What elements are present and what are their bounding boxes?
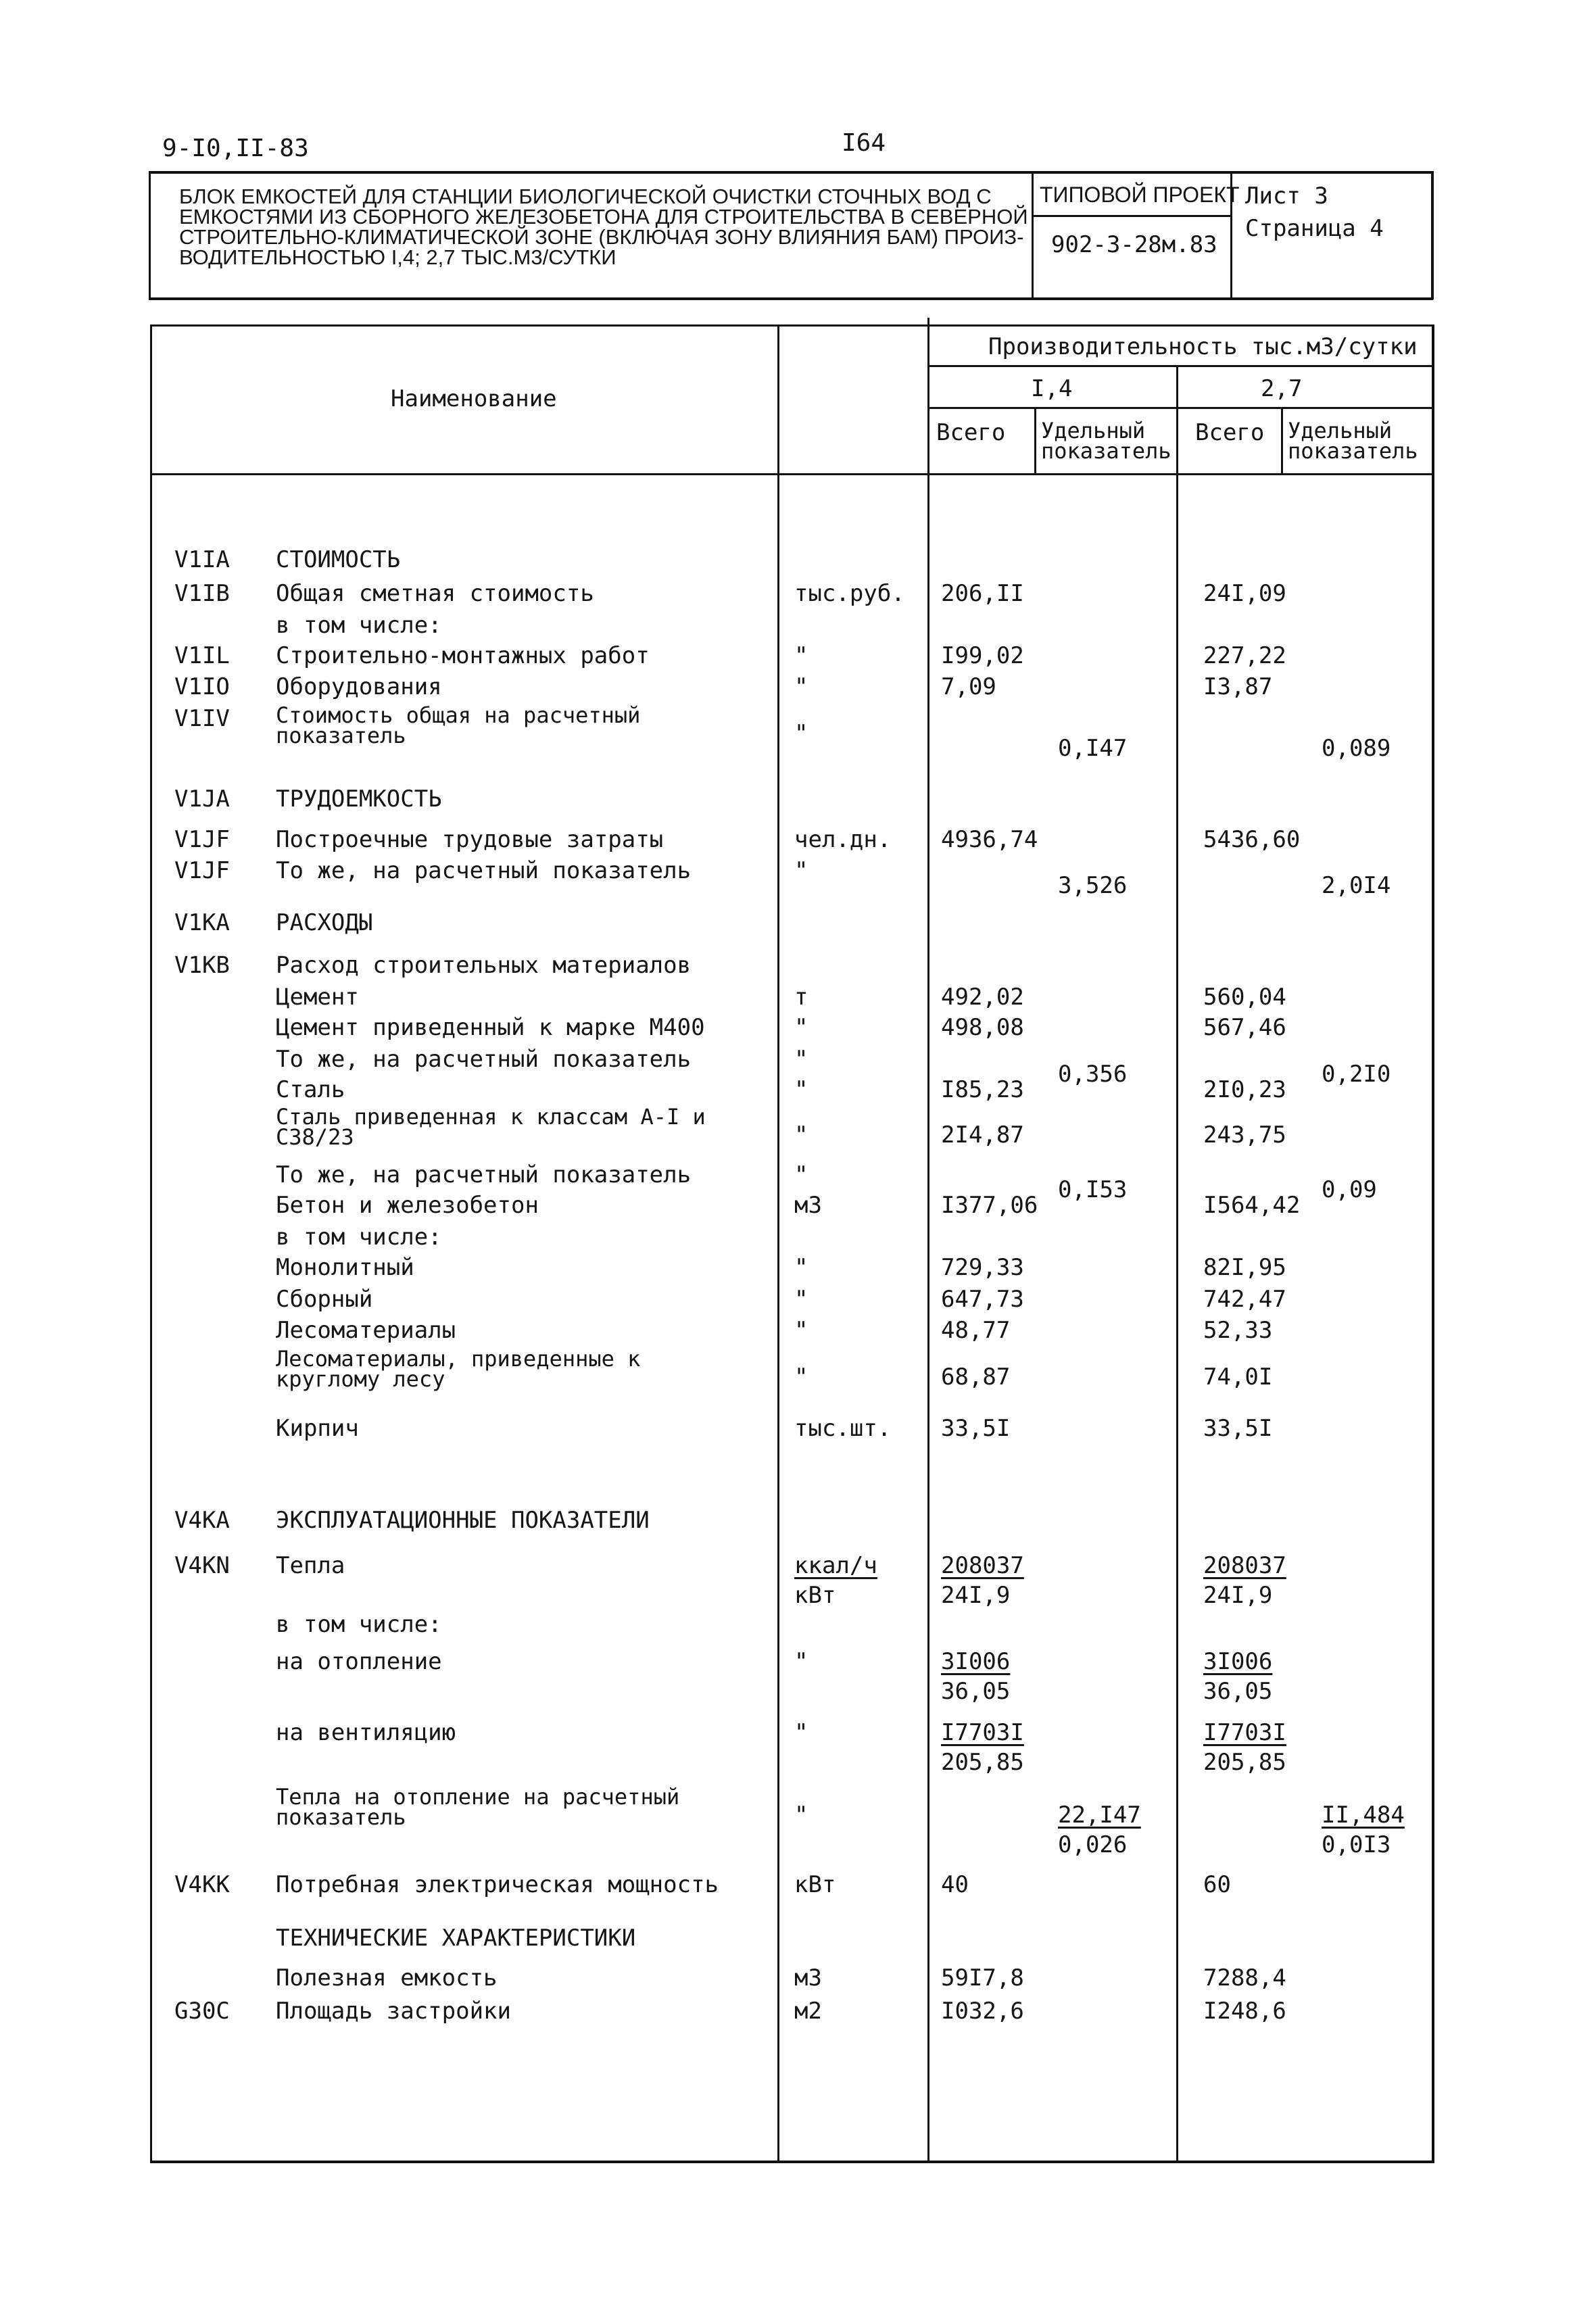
row-name: Лесоматериалы <box>276 1317 456 1344</box>
row-unit: чел.дн. <box>794 826 892 853</box>
row-name: в том числе: <box>276 1611 442 1638</box>
header-specific-1a: Удельный <box>1041 418 1146 443</box>
row-unit: " <box>794 1254 808 1281</box>
row-unit: ккал/ч <box>794 1552 877 1579</box>
row-total-1: I99,02 <box>941 642 1024 669</box>
header-productivity: Производительность тыс.м3/сутки <box>988 333 1418 360</box>
header-specific-1b: показатель <box>1041 438 1171 464</box>
row-unit: " <box>794 857 808 884</box>
row-specific-1: 22,I47 <box>1058 1802 1141 1829</box>
row-total-1: 59I7,8 <box>941 1964 1024 1992</box>
row-total-2: 742,47 <box>1203 1286 1286 1313</box>
row-name: Строительно-монтажных работ <box>276 642 650 669</box>
row-name: Потребная электрическая мощность <box>276 1871 719 1898</box>
row-unit: " <box>794 1014 808 1041</box>
row-name: в том числе: <box>276 612 442 639</box>
row-total-2: 560,04 <box>1203 984 1286 1011</box>
title-line-1: БЛОК ЕМКОСТЕЙ ДЛЯ СТАНЦИИ БИОЛОГИЧЕСКОЙ ОЧИСТКИ СТОЧНЫХ ВОД С <box>179 185 992 208</box>
row-total-2: 74,0I <box>1203 1364 1273 1391</box>
row-code: V1KB <box>174 952 230 979</box>
row-total-2: I3,87 <box>1203 673 1273 700</box>
row-total-1: 206,II <box>941 580 1024 607</box>
row-total-2: 60 <box>1203 1871 1231 1898</box>
row-name: СТОИМОСТЬ <box>276 546 401 573</box>
row-unit: т <box>794 984 808 1011</box>
row-total-1: 48,77 <box>941 1317 1011 1344</box>
row-total-2-secondary: 205,85 <box>1203 1749 1286 1776</box>
row-total-1: 498,08 <box>941 1014 1024 1041</box>
row-unit: кВт <box>794 1871 836 1898</box>
row-name: То же, на расчетный показатель <box>276 1161 692 1188</box>
row-total-1-secondary: 205,85 <box>941 1749 1024 1776</box>
project-number: 902-3-28м.83 <box>1051 231 1217 258</box>
row-name: Цемент <box>276 984 359 1011</box>
row-name: ЭКСПЛУАТАЦИОННЫЕ ПОКАЗАТЕЛИ <box>276 1507 650 1534</box>
row-code: V4KK <box>174 1871 230 1898</box>
row-name: на отопление <box>276 1648 442 1675</box>
row-name: на вентиляцию <box>276 1719 456 1746</box>
row-unit: " <box>794 1802 808 1829</box>
row-name: Общая сметная стоимость <box>276 580 594 607</box>
row-total-1: 208037 <box>941 1552 1024 1579</box>
row-code: V1JA <box>174 786 230 813</box>
row-total-2: I248,6 <box>1203 1998 1286 2025</box>
row-unit-secondary: кВт <box>794 1582 836 1609</box>
row-name: Сборный <box>276 1286 373 1313</box>
row-code: V1IL <box>174 642 230 669</box>
row-name: Площадь застройки <box>276 1998 511 2025</box>
row-total-1: 492,02 <box>941 984 1024 1011</box>
row-specific-2: 0,09 <box>1322 1176 1377 1203</box>
row-name: Сталь <box>276 1076 345 1103</box>
row-total-2: 208037 <box>1203 1552 1286 1579</box>
row-code: V4KA <box>174 1507 230 1534</box>
row-unit: " <box>794 1317 808 1344</box>
page-number: I64 <box>842 129 886 157</box>
row-code: G30C <box>174 1998 230 2025</box>
project-label: ТИПОВОЙ ПРОЕКТ <box>1040 183 1240 207</box>
row-code: V1KA <box>174 909 230 936</box>
title-line-3: СТРОИТЕЛЬНО-КЛИМАТИЧЕСКОЙ ЗОНЕ (ВКЛЮЧАЯ ЗОНУ ВЛИЯНИЯ БАМ) ПРОИЗ- <box>179 225 1024 249</box>
row-unit: " <box>794 1046 808 1073</box>
row-total-1: 647,73 <box>941 1286 1024 1313</box>
row-total-1: 68,87 <box>941 1364 1011 1391</box>
row-total-2: 227,22 <box>1203 642 1286 669</box>
sheet-label: Лист 3 <box>1245 183 1328 210</box>
header-total-1: Всего <box>936 419 1006 446</box>
row-total-2: I564,42 <box>1203 1192 1301 1219</box>
row-name: Стоимость общая на расчетный <box>276 702 641 728</box>
row-total-1: 7,09 <box>941 673 996 700</box>
row-name: Тепла <box>276 1552 345 1579</box>
row-name: Монолитный <box>276 1254 414 1281</box>
row-specific-1: 0,I53 <box>1058 1176 1128 1203</box>
row-total-1: 3I006 <box>941 1648 1011 1675</box>
row-total-1: 4936,74 <box>941 826 1038 853</box>
row-unit: " <box>794 1719 808 1746</box>
header-specific-2b: показатель <box>1288 438 1418 464</box>
row-unit: " <box>794 1121 808 1149</box>
row-code: V1IO <box>174 673 230 700</box>
row-specific-2: 2,0I4 <box>1322 872 1391 899</box>
row-code: V4KN <box>174 1552 230 1579</box>
header-capacity-2: 2,7 <box>1261 375 1303 402</box>
row-unit: м2 <box>794 1998 822 2025</box>
row-specific-2: II,484 <box>1322 1802 1405 1829</box>
row-code: V1JF <box>174 857 230 884</box>
header-name: Наименование <box>391 385 557 412</box>
row-unit: " <box>794 1076 808 1103</box>
row-unit: " <box>794 1161 808 1188</box>
row-total-1: I377,06 <box>941 1192 1038 1219</box>
row-total-1: 40 <box>941 1871 969 1898</box>
header-specific-2a: Удельный <box>1288 418 1393 443</box>
row-specific-2: 0,089 <box>1322 735 1391 762</box>
row-specific-1-secondary: 0,026 <box>1058 1831 1128 1858</box>
row-total-1-secondary: 36,05 <box>941 1678 1011 1705</box>
title-line-4: ВОДИТЕЛЬНОСТЬЮ I,4; 2,7 ТЫС.М3/СУТКИ <box>179 245 616 269</box>
row-total-2: 82I,95 <box>1203 1254 1286 1281</box>
row-name: Цемент приведенный к марке М400 <box>276 1014 705 1041</box>
row-total-2: 33,5I <box>1203 1415 1273 1442</box>
row-unit: " <box>794 1286 808 1313</box>
row-name: ТРУДОЕМКОСТЬ <box>276 786 442 813</box>
row-name: РАСХОДЫ <box>276 909 373 936</box>
row-name: ТЕХНИЧЕСКИЕ ХАРАКТЕРИСТИКИ <box>276 1925 636 1952</box>
row-name: С38/23 <box>276 1124 354 1150</box>
row-total-2: 7288,4 <box>1203 1964 1286 1992</box>
row-total-2: I7703I <box>1203 1719 1286 1746</box>
row-code: V1IB <box>174 580 230 607</box>
row-name: Расход строительных материалов <box>276 952 692 979</box>
row-total-1: I7703I <box>941 1719 1024 1746</box>
row-total-2-secondary: 24I,9 <box>1203 1582 1273 1609</box>
title-line-2: ЕМКОСТЯМИ ИЗ СБОРНОГО ЖЕЛЕЗОБЕТОНА ДЛЯ СТРОИТЕЛЬСТВА В СЕВЕРНОЙ <box>179 205 1028 228</box>
row-name: Сталь приведенная к классам А-I и <box>276 1104 706 1130</box>
row-total-2: 24I,09 <box>1203 580 1286 607</box>
page-label: Страница 4 <box>1245 215 1384 242</box>
row-total-2: 52,33 <box>1203 1317 1273 1344</box>
row-total-2-secondary: 36,05 <box>1203 1678 1273 1705</box>
row-total-2: 3I006 <box>1203 1648 1273 1675</box>
row-total-1-secondary: 24I,9 <box>941 1582 1011 1609</box>
row-total-2: 243,75 <box>1203 1121 1286 1149</box>
row-name: Лесоматериалы, приведенные к <box>276 1346 641 1372</box>
header-capacity-1: I,4 <box>1031 375 1073 402</box>
row-name: Бетон и железобетон <box>276 1192 539 1219</box>
row-name: показатель <box>276 1804 406 1830</box>
row-total-1: I032,6 <box>941 1998 1024 2025</box>
row-specific-1: 3,526 <box>1058 872 1128 899</box>
row-name: круглому лесу <box>276 1366 445 1392</box>
row-specific-2: 0,2I0 <box>1322 1061 1391 1088</box>
row-total-2: 5436,60 <box>1203 826 1301 853</box>
row-name: Тепла на отопление на расчетный <box>276 1784 680 1810</box>
row-unit: тыс.руб. <box>794 580 905 607</box>
row-total-2: 2I0,23 <box>1203 1076 1286 1103</box>
row-specific-1: 0,I47 <box>1058 735 1128 762</box>
row-unit: " <box>794 642 808 669</box>
row-name: Построечные трудовые затраты <box>276 826 664 853</box>
row-specific-1: 0,356 <box>1058 1061 1128 1088</box>
doc-code: 9-I0,II-83 <box>162 135 309 162</box>
row-name: Кирпич <box>276 1415 359 1442</box>
row-name: Оборудования <box>276 673 442 700</box>
row-unit: " <box>794 673 808 700</box>
row-unit: м3 <box>794 1192 822 1219</box>
row-code: V1IA <box>174 546 230 573</box>
row-name: в том числе: <box>276 1224 442 1251</box>
row-code: V1IV <box>174 705 230 732</box>
row-unit: " <box>794 1364 808 1391</box>
row-name: То же, на расчетный показатель <box>276 857 692 884</box>
row-name: То же, на расчетный показатель <box>276 1046 692 1073</box>
header-total-2: Всего <box>1195 419 1265 446</box>
row-unit: м3 <box>794 1964 822 1992</box>
row-total-2: 567,46 <box>1203 1014 1286 1041</box>
row-total-1: I85,23 <box>941 1076 1024 1103</box>
row-total-1: 33,5I <box>941 1415 1011 1442</box>
row-specific-2-secondary: 0,0I3 <box>1322 1831 1391 1858</box>
row-unit: " <box>794 720 808 747</box>
row-code: V1JF <box>174 826 230 853</box>
row-unit: тыс.шт. <box>794 1415 892 1442</box>
row-unit: " <box>794 1648 808 1675</box>
row-total-1: 2I4,87 <box>941 1121 1024 1149</box>
row-total-1: 729,33 <box>941 1254 1024 1281</box>
row-name: Полезная емкость <box>276 1964 498 1992</box>
row-name: показатель <box>276 723 406 748</box>
